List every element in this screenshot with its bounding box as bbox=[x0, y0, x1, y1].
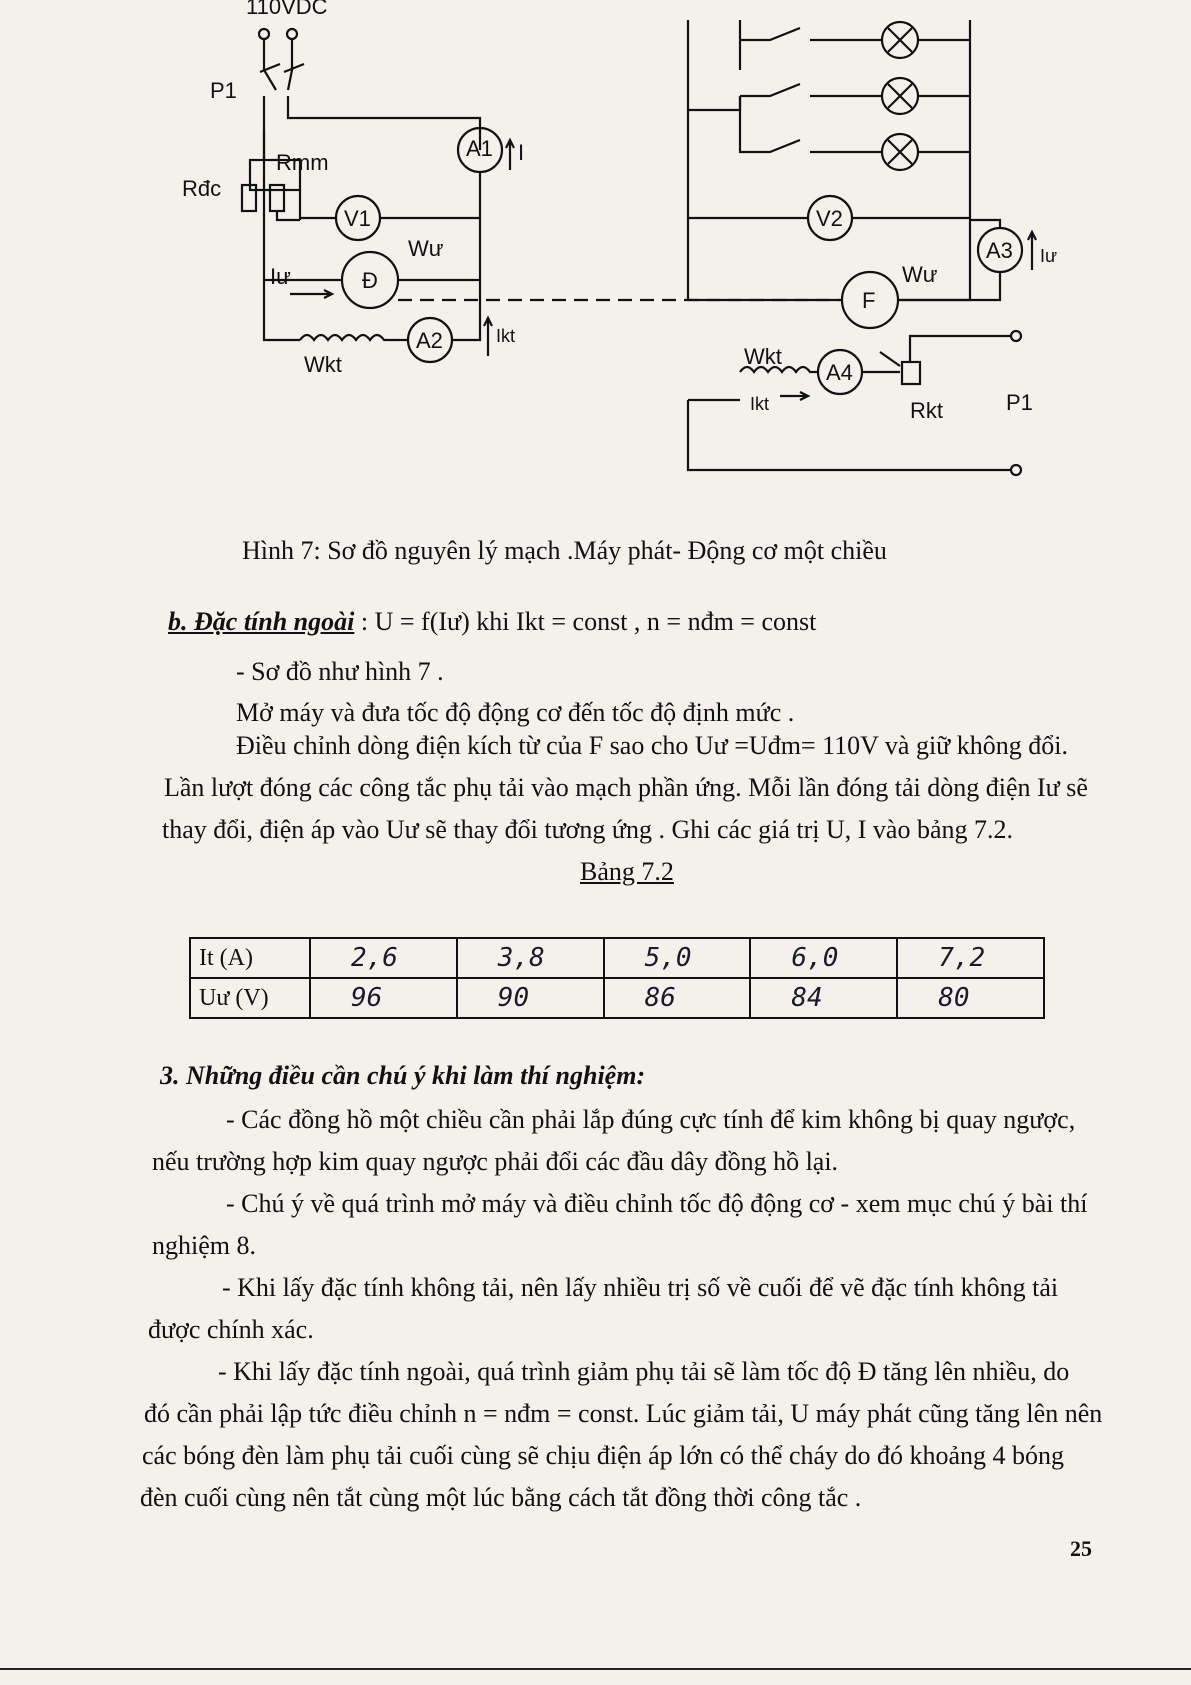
row-header: It (A) bbox=[190, 938, 310, 978]
table-cell: 5,0 bbox=[604, 938, 751, 978]
paragraph-line: nếu trường hợp kim quay ngược phải đổi các đầu dây đồng hồ lại. bbox=[152, 1147, 839, 1176]
table-cell: 2,6 bbox=[310, 938, 457, 978]
paragraph-line: - Khi lấy đặc tính không tải, nên lấy nhiều trị số về cuối để vẽ đặc tính không tải bbox=[222, 1273, 1059, 1302]
generator-label: F bbox=[862, 288, 876, 313]
paragraph-line: - Chú ý về quá trình mở máy và điều chỉnh tốc độ động cơ - xem mục chú ý bài thí bbox=[226, 1189, 1088, 1218]
figure-caption: Hình 7: Sơ đồ nguyên lý mạch .Máy phát- Động cơ một chiều bbox=[242, 536, 887, 565]
table-cell: 6,0 bbox=[750, 938, 897, 978]
ikt-right-label: Ikt bbox=[750, 394, 770, 414]
a1-label: A1 bbox=[466, 136, 493, 161]
table-cell: 80 bbox=[897, 978, 1044, 1018]
table-cell: 86 bbox=[604, 978, 751, 1018]
rkt-label: Rkt bbox=[910, 398, 943, 423]
v2-label: V2 bbox=[816, 206, 843, 231]
table-row bbox=[190, 938, 1044, 978]
data-table bbox=[189, 937, 1045, 1019]
v1-label: V1 bbox=[344, 206, 371, 231]
paragraph-line: các bóng đèn làm phụ tải cuối cùng sẽ chịu điện áp lớn có thể cháy do đó khoảng 4 bóng bbox=[142, 1441, 1065, 1470]
paragraph-line: - Khi lấy đặc tính ngoài, quá trình giảm phụ tải sẽ làm tốc độ Đ tăng lên nhiều, do bbox=[218, 1357, 1070, 1386]
wu-right-label: Wư bbox=[902, 262, 938, 287]
circuit-diagram bbox=[180, 0, 1140, 500]
section-b-formula: : U = f(Iư) khi Ikt = const , n = nđm = const bbox=[360, 607, 817, 636]
table-cell: 90 bbox=[457, 978, 604, 1018]
paragraph-line: Lần lượt đóng các công tắc phụ tải vào mạch phần ứng. Mỗi lần đóng tải dòng điện Iư sẽ bbox=[164, 773, 1088, 802]
wkt-right-label: Wkt bbox=[744, 344, 782, 369]
rdc-label: Rđc bbox=[182, 176, 222, 201]
motor-label: Đ bbox=[362, 268, 378, 293]
rmm-label: Rmm bbox=[276, 150, 329, 175]
table-cell: 3,8 bbox=[457, 938, 604, 978]
section-b-label: b. Đặc tính ngoài bbox=[168, 607, 355, 636]
table-cell: 96 bbox=[310, 978, 457, 1018]
footer-rule bbox=[0, 1668, 1191, 1670]
a4-label: A4 bbox=[826, 360, 853, 385]
a3-label: A3 bbox=[986, 238, 1013, 263]
p1-left-label: P1 bbox=[210, 78, 237, 103]
row-header: Uư (V) bbox=[190, 978, 310, 1018]
paragraph-line: - Sơ đồ như hình 7 . bbox=[236, 657, 444, 686]
paragraph-line: được chính xác. bbox=[148, 1315, 314, 1344]
paragraph-line: Mở máy và đưa tốc độ động cơ đến tốc độ định mức . bbox=[236, 698, 795, 727]
table-cell: 7,2 bbox=[897, 938, 1044, 978]
ikt-left-label: Ikt bbox=[496, 326, 516, 346]
paragraph-line: nghiệm 8. bbox=[152, 1231, 256, 1260]
wkt-left-label: Wkt bbox=[304, 352, 342, 377]
section-b-heading bbox=[168, 606, 816, 638]
iu-right-label: Iư bbox=[1040, 246, 1058, 266]
paragraph-line: thay đổi, điện áp vào Uư sẽ thay đổi tương ứng . Ghi các giá trị U, I vào bảng 7.2. bbox=[162, 815, 1014, 844]
paragraph-line: - Các đồng hồ một chiều cần phải lắp đúng cực tính để kim không bị quay ngược, bbox=[226, 1105, 1076, 1134]
table-row bbox=[190, 978, 1044, 1018]
table-title: Bảng 7.2 bbox=[580, 857, 674, 886]
paragraph-line: Điều chỉnh dòng điện kích từ của F sao cho Uư =Uđm= 110V và giữ không đổi. bbox=[236, 731, 1068, 760]
paragraph-line: đó cần phải lập tức điều chỉnh n = nđm = const. Lúc giảm tải, U máy phát cũng tăng lên nên bbox=[144, 1399, 1103, 1428]
i-label: I bbox=[518, 140, 525, 165]
table-cell: 84 bbox=[750, 978, 897, 1018]
paragraph-line: đèn cuối cùng nên tắt cùng một lúc bằng cách tắt đồng thời công tắc . bbox=[140, 1483, 862, 1512]
section-3-heading: 3. Những điều cần chú ý khi làm thí nghiệm: bbox=[160, 1061, 646, 1090]
p1-right-label: P1 bbox=[1006, 390, 1033, 415]
wu-left-label: Wư bbox=[408, 236, 444, 261]
iu-left-label: Iư bbox=[270, 264, 291, 289]
supply-label: 110VDC bbox=[246, 0, 328, 19]
a2-label: A2 bbox=[416, 328, 443, 353]
page-number: 25 bbox=[1070, 1536, 1092, 1561]
